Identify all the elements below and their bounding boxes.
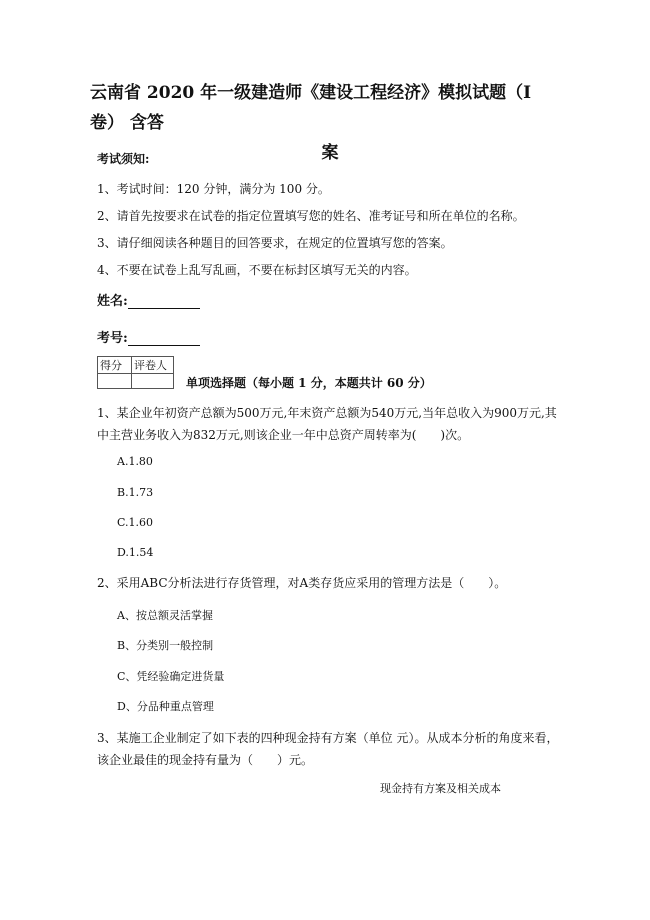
score-cell[interactable]	[98, 374, 132, 389]
notice-item: 3、请仔细阅读各种题目的回答要求，在规定的位置填写您的答案。	[97, 236, 453, 250]
exam-number-label: 考号:	[97, 331, 128, 346]
question-1: 1、某企业年初资产总额为500万元,年末资产总额为540万元,当年总收入为900万元,其中主营业务收入为832万元,则该企业一年中总资产周转率为( )次。	[97, 406, 557, 442]
notice-item: 4、不要在试卷上乱写乱画，不要在标封区填写无关的内容。	[97, 263, 417, 277]
question-2-option-b[interactable]: B、分类别一般控制	[117, 639, 214, 652]
score-header: 得分	[98, 357, 132, 374]
exam-number-blank-line[interactable]	[128, 331, 200, 346]
title-line-1: 云南省 2020 年一级建造师《建设工程经济》模拟试题（I 卷） 含答	[90, 83, 532, 133]
question-3: 3、某施工企业制定了如下表的四种现金持有方案（单位 元）。从成本分析的角度来看，该企业最佳的现金持有量为（ ）元。	[97, 731, 559, 767]
document-title	[90, 78, 570, 168]
name-label: 姓名:	[97, 294, 128, 309]
name-field[interactable]	[97, 290, 200, 309]
question-2-option-d[interactable]: D、分品种重点管理	[117, 700, 214, 713]
question-2: 2、采用ABC分析法进行存货管理，对A类存货应采用的管理方法是（ ）。	[97, 576, 507, 590]
name-blank-line[interactable]	[128, 294, 200, 309]
grader-header: 评卷人	[132, 357, 174, 374]
question-2-option-a[interactable]: A、按总额灵活掌握	[117, 609, 213, 622]
score-table	[97, 356, 174, 389]
notice-item: 2、请首先按要求在试卷的指定位置填写您的姓名、准考证号和所在单位的名称。	[97, 209, 525, 223]
question-2-option-c[interactable]: C、凭经验确定进货量	[117, 670, 225, 683]
exam-number-field[interactable]	[97, 327, 200, 346]
notice-item: 1、考试时间：120 分钟，满分为 100 分。	[97, 182, 330, 196]
question-1-option-d[interactable]: D.1.54	[117, 546, 154, 559]
question-1-option-c[interactable]: C.1.60	[117, 516, 154, 529]
notice-heading: 考试须知:	[97, 152, 150, 166]
section-heading: 单项选择题（每小题 1 分，本题共计 60 分）	[186, 376, 432, 390]
question-1-option-b[interactable]: B.1.73	[117, 486, 154, 499]
question-1-option-a[interactable]: A.1.80	[117, 455, 153, 468]
table-caption: 现金持有方案及相关成本	[380, 782, 501, 795]
grader-cell[interactable]	[132, 374, 174, 389]
title-line-2: 案	[321, 143, 339, 163]
